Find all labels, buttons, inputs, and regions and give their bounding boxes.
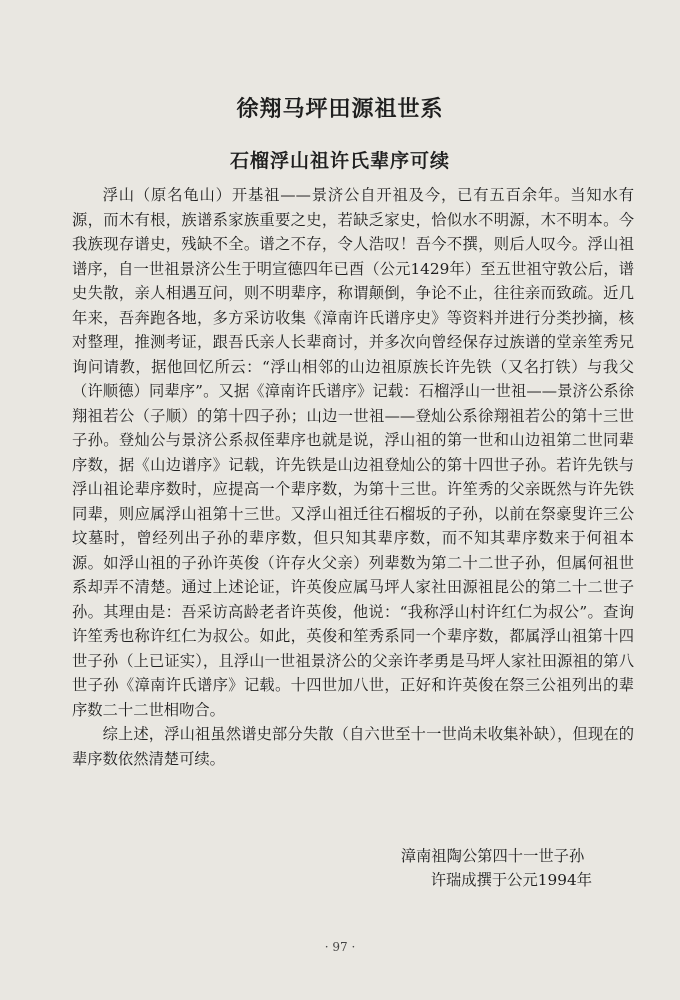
signature-block xyxy=(401,844,592,892)
signature-line-2: 许瑞成撰于公元1994年 xyxy=(430,871,592,889)
signature-line-1: 漳南祖陶公第四十一世子孙 xyxy=(400,847,585,865)
page-number: · 97 · xyxy=(324,940,356,954)
document-body xyxy=(72,183,634,771)
body-paragraph-2: 综上述，浮山祖虽然谱史部分失散（自六世至十一世尚未收集补缺），但现在的辈序数依然清楚可续。 xyxy=(72,725,634,768)
document-subtitle: 石榴浮山祖许氏辈序可续 xyxy=(229,150,450,172)
body-paragraph-1: 浮山（原名龟山）开基祖——景济公自开祖及今，已有五百余年。当知水有源，而木有根，族谱系家族重要之史，若缺乏家史，恰似水不明源，木不明本。今我族现存谱史，残缺不全。谱之不存，令人浩叹！吾今不撰，则后人叹今。浮山祖谱序，自一世祖景济公生于明宣德四年已酉（公元1429年）至五世祖守敦公后，谱史失散，亲人相遇互问，则不明辈序，称谓颠倒，争论不止，往往亲而致疏。近几年来，吾奔跑各地，多方采访收集《漳南许氏谱序史》等资料并进行分类抄摘，核对整理，推测考证，跟吾氏亲人长辈商讨，并多次向曾经保存过族谱的堂亲笙秀兄询问请教，据他回忆所云：“浮山相邻的山边祖原族长许先铁（又名打铁）与我父（许顺德）同辈序”。又据《漳南许氏谱序》记载：石榴浮山一世祖——景济公系徐翔祖若公（子顺）的第十四子孙；山边一世祖——登灿公系徐翔祖若公的第十三世子孙。登灿公与景济公系叔侄辈序也就是说，浮山祖的第一世和山边祖第二世同辈序数，据《山边谱序》记载，许先铁是山边祖登灿公的第十四世子孙。若许先铁与浮山祖论辈序数时，应提高一个辈序数，为第十三世。许笙秀的父亲既然与许先铁同辈，则应属浮山祖第十三世。又浮山祖迁往石榴坂的子孙，以前在祭豪叟许三公坟墓时，曾经列出子孙的辈序数，但只知其辈序数，而不知其辈序数来于何祖本源。如浮山祖的子孙许英俊（许存火父亲）列辈数为第二十二世子孙，但属何祖世系却弄不清楚。通过上述论证，许英俊应属马坪人家社田源祖昆公的第二十二世子孙。其理由是：吾采访高龄老者许英俊，他说：“我称浮山村许红仁为叔公”。查询许笙秀也称许红仁为叔公。如此，英俊和笙秀系同一个辈序数，都属浮山祖第十四世子孙（上已证实），且浮山一世祖景济公的父亲许孝勇是马坪人家社田源祖的第八世子孙《漳南许氏谱序》记载。十四世加八世，正好和许英俊在祭三公祖列出的辈序数二十二世相吻合。 xyxy=(72,186,634,719)
document-title: 徐翔马坪田源祖世系 xyxy=(236,97,444,122)
